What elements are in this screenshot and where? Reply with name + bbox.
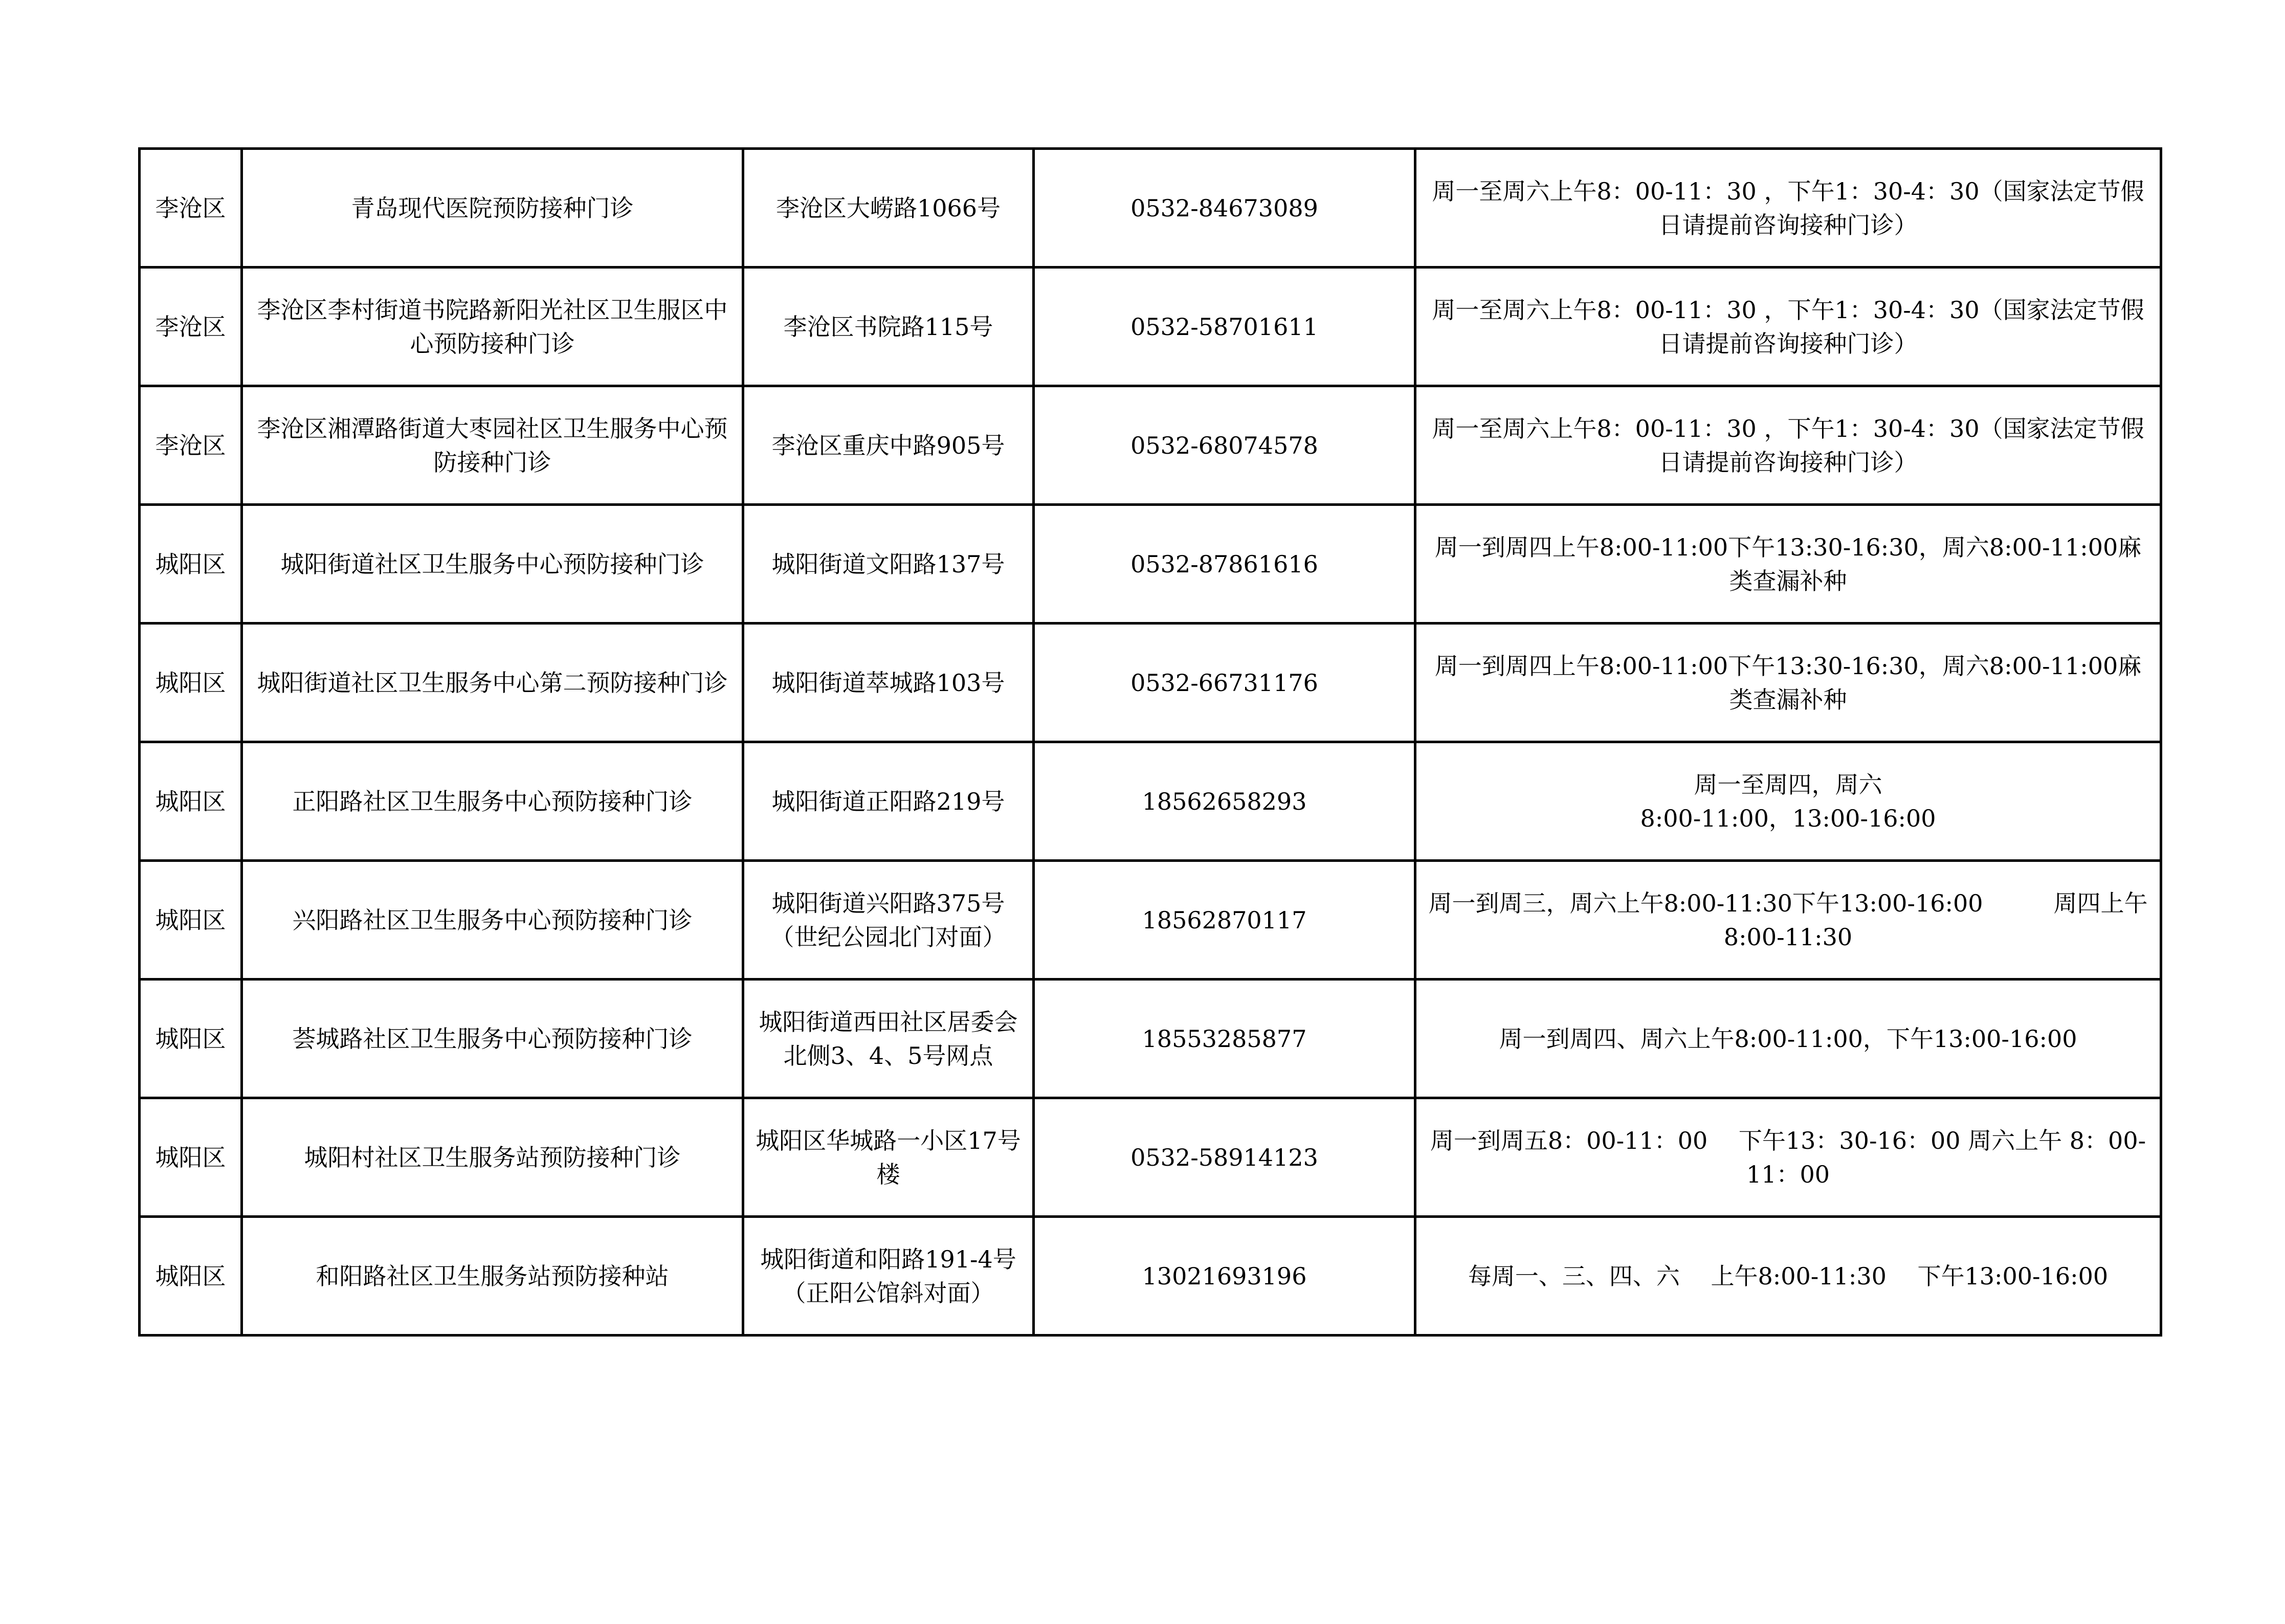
- address-cell: 城阳街道西田社区居委会北侧3、4、5号网点: [743, 980, 1034, 1098]
- phone-cell: 0532-87861616: [1034, 505, 1415, 624]
- district-cell: 城阳区: [140, 742, 242, 861]
- clinic-name-cell: 正阳路社区卫生服务中心预防接种门诊: [242, 742, 743, 861]
- district-cell: 城阳区: [140, 861, 242, 980]
- table-row: [140, 624, 2161, 742]
- clinic-name-cell: 城阳村社区卫生服务站预防接种门诊: [242, 1098, 743, 1217]
- table-row: [140, 149, 2161, 268]
- address-cell: 城阳街道文阳路137号: [743, 505, 1034, 624]
- hours-cell: 每周一、三、四、六 上午8:00-11:30 下午13:00-16:00: [1415, 1217, 2161, 1336]
- phone-cell: 18562870117: [1034, 861, 1415, 980]
- district-cell: 李沧区: [140, 268, 242, 386]
- district-cell: 城阳区: [140, 1217, 242, 1336]
- phone-cell: 0532-58701611: [1034, 268, 1415, 386]
- hours-cell: 周一到周三，周六上午8:00-11:30下午13:00-16:00 周四上午 8:00-11:30: [1415, 861, 2161, 980]
- table-row: [140, 1217, 2161, 1336]
- table-row: [140, 1098, 2161, 1217]
- address-cell: 李沧区重庆中路905号: [743, 386, 1034, 505]
- address-cell: 城阳街道和阳路191-4号（正阳公馆斜对面）: [743, 1217, 1034, 1336]
- phone-cell: 0532-68074578: [1034, 386, 1415, 505]
- hours-line-1: 周一至周四，周六: [1694, 770, 1882, 798]
- clinic-name-cell: 兴阳路社区卫生服务中心预防接种门诊: [242, 861, 743, 980]
- table-row: [140, 980, 2161, 1098]
- hours-cell: [1415, 742, 2161, 861]
- table-row: [140, 742, 2161, 861]
- clinic-name-cell: 和阳路社区卫生服务站预防接种站: [242, 1217, 743, 1336]
- clinic-name-cell: 青岛现代医院预防接种门诊: [242, 149, 743, 268]
- address-cell: 城阳区华城路一小区17号楼: [743, 1098, 1034, 1217]
- district-cell: 城阳区: [140, 505, 242, 624]
- district-cell: 李沧区: [140, 386, 242, 505]
- hours-cell: 周一至周六上午8：00-11：30 ，下午1：30-4：30（国家法定节假日请提前咨询接种门诊）: [1415, 386, 2161, 505]
- table-row: [140, 386, 2161, 505]
- table-row: [140, 268, 2161, 386]
- address-cell: 李沧区书院路115号: [743, 268, 1034, 386]
- hours-cell: 周一到周四上午8:00-11:00下午13:30-16:30，周六8:00-11:00麻类查漏补种: [1415, 505, 2161, 624]
- hours-cell: 周一至周六上午8：00-11：30 ，下午1：30-4：30（国家法定节假日请提前咨询接种门诊）: [1415, 149, 2161, 268]
- phone-cell: 0532-66731176: [1034, 624, 1415, 742]
- clinic-name-cell: 城阳街道社区卫生服务中心预防接种门诊: [242, 505, 743, 624]
- district-cell: 城阳区: [140, 624, 242, 742]
- hours-cell: 周一至周六上午8：00-11：30 ，下午1：30-4：30（国家法定节假日请提前咨询接种门诊）: [1415, 268, 2161, 386]
- table-row: [140, 505, 2161, 624]
- address-cell: 李沧区大崂路1066号: [743, 149, 1034, 268]
- clinic-name-cell: 荟城路社区卫生服务中心预防接种门诊: [242, 980, 743, 1098]
- district-cell: 李沧区: [140, 149, 242, 268]
- phone-cell: 0532-84673089: [1034, 149, 1415, 268]
- address-cell: 城阳街道兴阳路375号（世纪公园北门对面）: [743, 861, 1034, 980]
- phone-cell: 13021693196: [1034, 1217, 1415, 1336]
- district-cell: 城阳区: [140, 1098, 242, 1217]
- phone-cell: 0532-58914123: [1034, 1098, 1415, 1217]
- clinic-name-cell: 李沧区湘潭路街道大枣园社区卫生服务中心预防接种门诊: [242, 386, 743, 505]
- clinic-name-cell: 城阳街道社区卫生服务中心第二预防接种门诊: [242, 624, 743, 742]
- hours-cell: 周一到周四、周六上午8:00-11:00，下午13:00-16:00: [1415, 980, 2161, 1098]
- address-cell: 城阳街道正阳路219号: [743, 742, 1034, 861]
- hours-cell: 周一到周四上午8:00-11:00下午13:30-16:30，周六8:00-11:00麻类查漏补种: [1415, 624, 2161, 742]
- address-cell: 城阳街道萃城路103号: [743, 624, 1034, 742]
- district-cell: 城阳区: [140, 980, 242, 1098]
- table-row: [140, 861, 2161, 980]
- clinic-name-cell: 李沧区李村街道书院路新阳光社区卫生服区中心预防接种门诊: [242, 268, 743, 386]
- phone-cell: 18553285877: [1034, 980, 1415, 1098]
- phone-cell: 18562658293: [1034, 742, 1415, 861]
- hours-line-2: 8:00-11:00，13:00-16:00: [1640, 804, 1936, 832]
- clinic-table: [138, 147, 2162, 1337]
- hours-cell: 周一到周五8：00-11：00 下午13：30-16：00 周六上午 8：00-11：00: [1415, 1098, 2161, 1217]
